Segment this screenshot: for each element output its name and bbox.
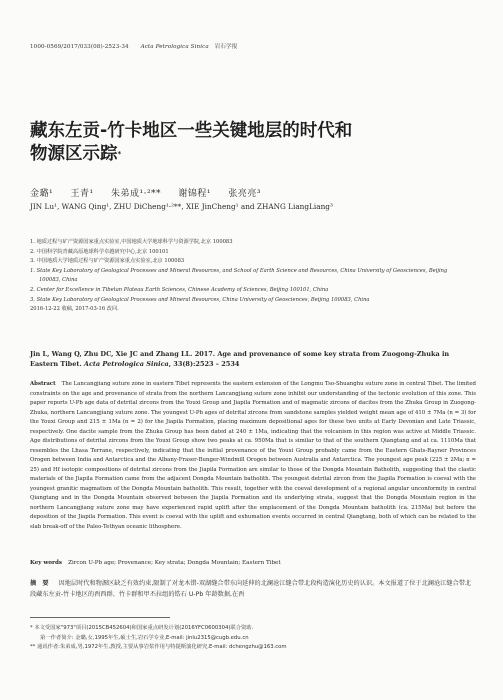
author-cn: 金璐¹ — [30, 189, 54, 199]
citation-volume: , 33(8):2523 – 2534 — [168, 360, 240, 368]
affiliation-line: 1. State Key Laboratory of Geological Processes and Mineral Resources, and School of Earth Science and Resources, China University of Geosciences, Beijing — [30, 267, 448, 274]
affiliation-line: 1. 地质过程与矿产资源国家重点实验室,中国地质大学地球科学与资源学院,北京 100083 — [30, 239, 233, 245]
received-dates: 2016-12-22 收稿, 2017-03-16 改回. — [30, 306, 119, 313]
keywords-label: Key words — [30, 560, 63, 566]
abstract-cn — [30, 578, 476, 600]
footnote-corresponding-author: ** 通讯作者:朱弟成,男,1972年生,教授,主要从事岩浆作用与特提斯演化研究,E-mail: dchengzhu@163.com — [30, 644, 287, 650]
author-cn: 张亮亮³ — [228, 189, 262, 199]
authors-chinese — [30, 186, 470, 199]
title-line: 物源区示踪 — [30, 144, 118, 164]
title-footnote-mark: * — [117, 150, 122, 158]
affiliation-line: 3. 中国地质大学地质过程与矿产资源国家重点实验室,北京 100083 — [30, 258, 185, 265]
footnote-funding: * 本文受国家"973"项目(2015CB452604)和国家重点研发计划(2016YFC0600304)联合资助. — [30, 625, 254, 631]
footnote-divider — [30, 617, 170, 618]
keywords — [30, 560, 476, 566]
citation-authors: Jin L, Wang Q, Zhu DC, Xie JC and Zhang LL. — [30, 350, 193, 358]
affiliation-line: 2. Center for Excellence in Tibetan Plateau Earth Sciences, Chinese Academy of Sciences, Beijing 100101, China — [30, 286, 329, 293]
keywords-text: Zircon U-Pb age; Provenance; Key strata; Dongda Mountain; Eastern Tibet — [68, 560, 281, 566]
citation — [30, 349, 476, 369]
footnotes — [30, 624, 476, 653]
paper-title — [30, 120, 470, 166]
author-cn: 王青¹ — [70, 189, 94, 199]
affiliation-line: 3. State Key Laboratory of Geological Processes and Mineral Resources, China University of Geosciences, Beijing 100083, China — [30, 296, 370, 303]
running-header — [30, 42, 470, 50]
abstract-cn-text: 因地层时代和物源区缺乏有效约束,限制了对龙木错-双湖缝合带东向延伸的北澜沧江缝合带北段构造演化历史的认识。本文报道了位于北澜沧江缝合带北段藏东左贡-竹卡地区的酉西群、竹卡群和甲丕拉组的锆石 U-Pb 年龄数据,在酉 — [30, 580, 472, 598]
affiliations — [30, 238, 478, 315]
footnote-first-author: 第一作者简介: 金璐,女,1995年生,硕士生,岩石学专业,E-mail: jinlu2315@cugb.edu.cn — [40, 634, 249, 641]
citation-journal: Acta Petrologica Sinica — [81, 360, 169, 368]
author-cn: 朱弟成¹·²** — [110, 189, 162, 199]
affiliation-line: 2. 中国科学院青藏高原地球科学卓越研究中心,北京 100101 — [30, 248, 169, 255]
abstract-label: Abstract — [30, 381, 56, 387]
affiliation-line: 100083, China — [39, 277, 78, 284]
journal-code: 1000-0569/2017/033(08)-2523-34 — [30, 44, 129, 50]
title-line: 藏东左贡-竹卡地区一些关键地层的时代和 — [30, 121, 353, 141]
journal-name: Acta Petrologica Sinica — [140, 44, 209, 50]
abstract-en — [30, 380, 476, 532]
author-cn: 谢锦程¹ — [178, 189, 212, 199]
authors-english: JIN Lu¹, WANG Qing¹, ZHU DiCheng¹·²**, XIE JinCheng¹ and ZHANG LiangLiang³ — [30, 202, 333, 211]
abstract-text: The Lancangjiang suture zone in eastern Tibet represents the eastern extension of the Longmu Tso-Shuanghu suture zone in central Tibet. The limited constraints on the age and provenance of strata from the northern Lancangjiang suture zone inhibit our understanding of the tectonic evolution of this zone. This paper reports U-Pb age data of detrital zircons from the Youxi Group and Jiapila Formation and of magmatic zircons of dacites from the Zhuka Group in Zuogong-Zhuka, northern Lancangjiang suture zone. The youngest U-Pb ages of detrital zircons from sandstone samples yielded weight mean age of 410 ± 7Ma (n = 3) for the Youxi Group and 215 ± 1Ma (n = 2) for the Jiapila Formation, placing maximum depositional ages for these two units at Early Devonian and Late Triassic, respectively. One dacite sample from the Zhuka Group has been dated at 240 ± 1Ma, indicating that the volcanism in this region was active at Middle Triassic. Age distributions of detrital zircons from the Youxi Group show two peaks at ca. 950Ma that is similar to that of the southern Qiangtang and at ca. 1110Ma that resembles the Lhasa Terrane, respectively, indicating that the initial provenance of the Youxi Group probably came from the Eastern Ghats-Rayner Provinces Orogen between India and Antarctica and the Albany-Fraser-Bunger-Windmill Orogen between Australia and Antarctica. The youngest age peak (225 ± 2Ma; n = 25) and Hf isotopic compositions of detrital zircons from the Jiapila Formation are similar to those of the Dongda Mountain Batholith, suggesting that the clastic materials of the Jiapila Formation came from the adjacent Dongda Mountain batholith. The youngest detrital zircon from the Jiapila Formation is coeval with the youngest granitic magmatism of the Dongda Mountain batholith. This result, together with the coeval development of a regional angular unconformity in central Qiangtang and in the Dongda Mountain observed between the Jiapila Formation and its underlying strata, suggest that the Dongda Mountain region in the northern Lancangjiang suture zone may have experienced rapid uplift after the emplacement of the Dongda Mountain batholith (ca. 215Ma) but before the deposition of the Jiapila Formation. This event is coeval with the uplift and exhumation events occurred in central Qiangtang, both of which can be related to the slab break-off of the Paleo-Tethyan oceanic lithosphere. — [30, 381, 476, 530]
abstract-cn-label: 摘 要 — [30, 580, 51, 587]
citation-title: 2017. Age and provenance of some key strata from Zuogong-Zhuka in Eastern Tibet. — [30, 350, 450, 368]
journal-name-cn: 岩石学报 — [214, 44, 238, 50]
